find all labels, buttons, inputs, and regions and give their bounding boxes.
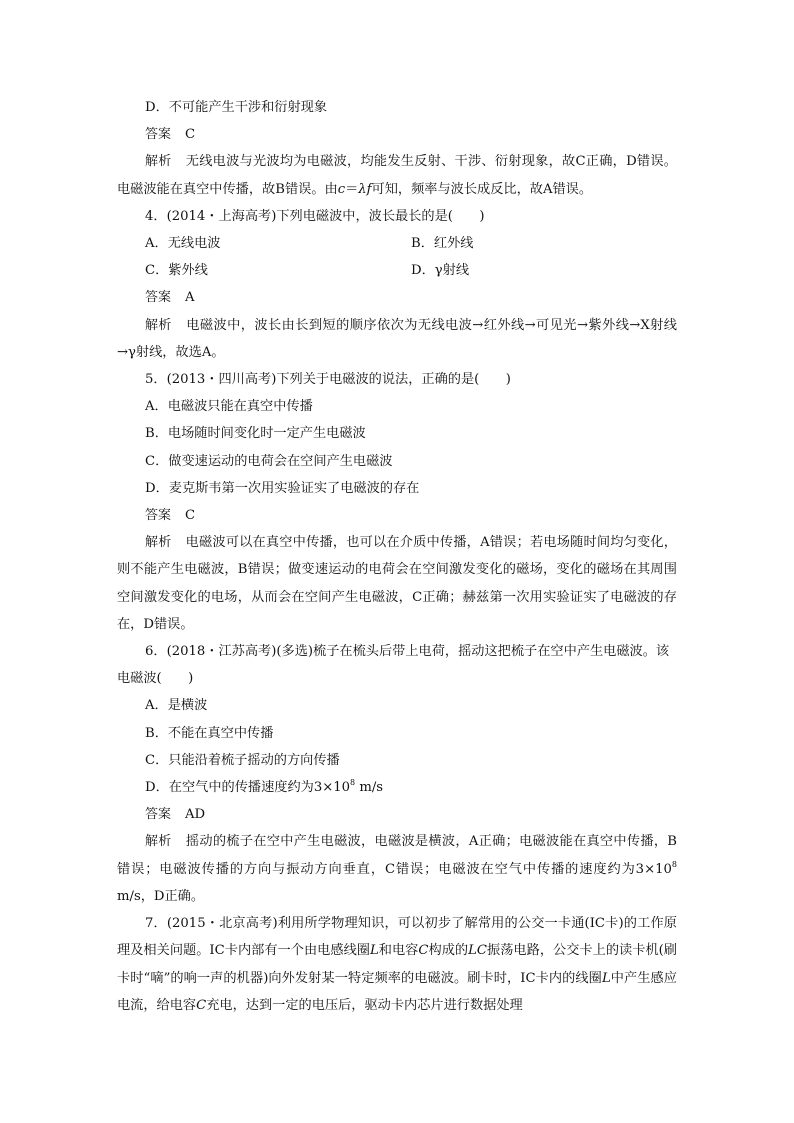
q5-answer [117, 502, 677, 529]
q7-text-6: 充电，达到一定的电压后，驱动卡内芯片进行数据处理 [206, 997, 523, 1013]
analysis-text: 电磁波可以在真空中传播，也可以在介质中传播，A错误；若电场随时间均匀变化，则不能产生电磁波，B错误；做变速运动的电荷会在空间激发变化的磁场，变化的磁场在其周围空间激发变化的电场，从而会在空间产生电磁波，C正确；赫兹第一次用实验证实了电磁波的存在，D错误。 [117, 535, 677, 632]
answer-value: C [185, 508, 196, 524]
q7-text-4: 振荡电路，公交卡上的读卡机(刷卡时“嘀”的响一声的机器)向外发射某一特定频率的电磁波。刷卡时，IC卡内的线圈 [117, 943, 677, 986]
analysis-label: 解析 [145, 535, 172, 551]
q3-option-d: D．不可能产生干涉和衍射现象 [145, 100, 328, 115]
formula-f: f [366, 181, 372, 197]
q4-option-c: C．紫外线 [145, 263, 208, 279]
analysis-label: 解析 [145, 154, 172, 170]
q7-text-3: 构成的 [428, 943, 469, 959]
symbol-LC: LC [468, 943, 487, 959]
answer-value: A [185, 290, 195, 306]
q3-answer [117, 121, 677, 148]
q6-stem: 6．(2018・江苏高考)(多选)梳子在梳头后带上电荷，摇动这把梳子在空中产生电磁波。该电磁波( ) [117, 644, 670, 687]
q4-stem: 4．(2014・上海高考)下列电磁波中，波长最长的是( ) [145, 208, 485, 224]
q6-answer [117, 801, 677, 828]
analysis-text-2: m/s，D正确。 [117, 888, 205, 904]
formula-lambda: λ [358, 181, 367, 197]
q4-option-b: B．红外线 [411, 236, 474, 252]
exponent: 8 [350, 778, 356, 788]
q7-text-2: 和电容 [378, 943, 419, 959]
q6-analysis [117, 828, 677, 910]
q6-option-d-text: D．在空气中的传播速度约为3×10 [145, 780, 351, 796]
analysis-label: 解析 [145, 317, 172, 333]
analysis-text: 电磁波中，波长由长到短的顺序依次为无线电波→红外线→可见光→紫外线→X射线→γ射线，故选A。 [117, 317, 677, 360]
answer-label: 答案 [145, 127, 172, 143]
q4-options-row-1 [117, 230, 677, 257]
q7-stem [117, 910, 677, 1019]
q4-option-d: D．γ射线 [411, 263, 470, 279]
q4-options-row-2 [117, 257, 677, 284]
exponent: 8 [671, 859, 677, 869]
answer-value: C [185, 127, 196, 143]
q3-analysis [117, 148, 677, 202]
q4-answer [117, 284, 677, 311]
q6-option-a: A．是横波 [145, 698, 208, 714]
q5-option-b: B．电场随时间变化时一定产生电磁波 [145, 426, 366, 442]
symbol-C: C [418, 943, 429, 959]
symbol-L: L [369, 943, 379, 959]
symbol-L: L [601, 970, 611, 986]
answer-label: 答案 [145, 290, 172, 306]
q6-option-b: B．不能在真空中传播 [145, 725, 274, 741]
answer-label: 答案 [145, 807, 172, 823]
analysis-text-2: 可知，频率与波长成反比，故A错误。 [371, 181, 593, 197]
q5-stem: 5．(2013・四川高考)下列关于电磁波的说法，正确的是( ) [145, 372, 511, 388]
formula-c: c [337, 181, 346, 197]
q5-option-a: A．电磁波只能在真空中传播 [145, 399, 313, 415]
q6-option-d [117, 774, 677, 801]
symbol-C: C [196, 997, 207, 1013]
analysis-text: 摇动的梳子在空中产生电磁波，电磁波是横波，A正确；电磁波能在真空中传播，B错误；电磁波传播的方向与振动方向垂直，C错误；电磁波在空气中传播的速度约为3×10 [117, 834, 677, 877]
q5-analysis [117, 529, 677, 638]
document-page [117, 94, 677, 1019]
q7-text-5: 中产生感应电流，给电容 [117, 970, 677, 1013]
formula-eq: ＝ [345, 181, 359, 197]
answer-value: AD [185, 807, 206, 823]
q5-option-c: C．做变速运动的电荷会在空间产生电磁波 [145, 453, 393, 469]
q6-option-c: C．只能沿着梳子摇动的方向传播 [145, 752, 340, 768]
analysis-text: 无线电波与光波均为电磁波，均能发生反射、干涉、衍射现象，故C正确，D错误。电磁波能在真空中传播，故B错误。由 [117, 154, 677, 197]
analysis-label: 解析 [145, 834, 172, 850]
q6-option-d-unit: m/s [355, 780, 384, 796]
q5-option-d: D．麦克斯韦第一次用实验证实了电磁波的存在 [145, 480, 420, 496]
q4-analysis [117, 312, 677, 366]
answer-label: 答案 [145, 508, 172, 524]
q4-option-a: A．无线电波 [145, 236, 221, 252]
q7-text-1: 7．(2015・北京高考)利用所学物理知识，可以初步了解常用的公交一卡通(IC卡)的工作原理及相关问题。IC卡内部有一个由电感线圈 [117, 916, 677, 959]
